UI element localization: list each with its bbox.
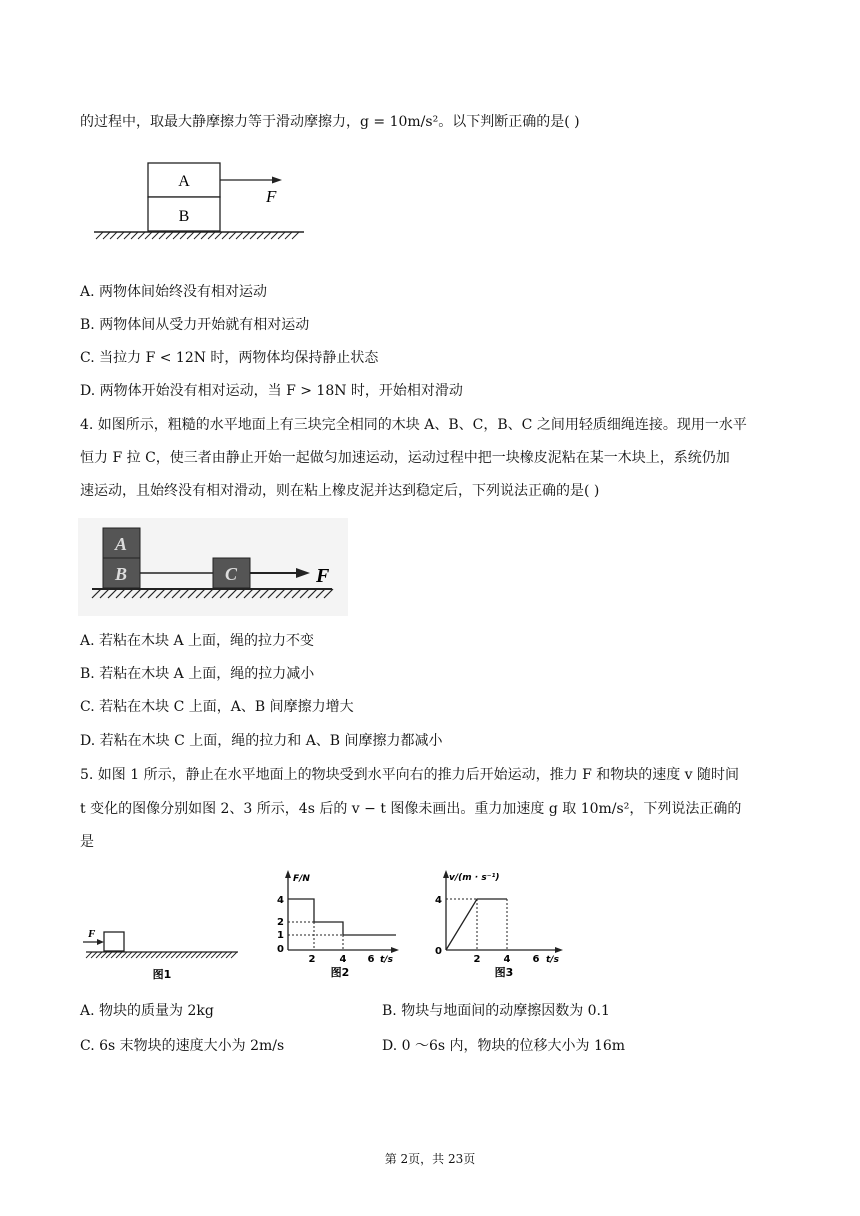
hatch-mark	[166, 952, 172, 958]
hatch-mark	[201, 232, 208, 239]
block-b-label: B	[114, 564, 128, 584]
x-tick-2: 2	[473, 954, 481, 965]
q3-option-d: D. 两物体开始没有相对运动，当 F > 18N 时，开始相对滑动	[80, 383, 463, 399]
hatch-mark	[206, 952, 212, 958]
hatch-mark	[117, 232, 124, 239]
hatch-mark	[124, 232, 131, 239]
hatch-mark	[257, 232, 264, 239]
q3-option-b: B. 两物体间从受力开始就有相对运动	[80, 317, 310, 333]
hatch-mark	[111, 952, 117, 958]
hatch-mark	[196, 952, 202, 958]
q5-stem-line-3: 是	[80, 834, 94, 850]
hatch-mark	[86, 952, 92, 958]
q4-stem-line-1: 4. 如图所示，粗糙的水平地面上有三块完全相同的木块 A、B、C，B、C 之间用轻质细绳连接。现用一水平	[80, 417, 747, 433]
hatch-mark	[101, 952, 107, 958]
hatch-mark	[116, 952, 122, 958]
hatch-mark	[131, 232, 138, 239]
hatch-mark	[278, 232, 285, 239]
y-tick-4: 4	[435, 895, 442, 906]
hatch-mark	[96, 952, 102, 958]
block	[104, 932, 124, 951]
x-axis-label: t/s	[546, 955, 559, 965]
caption: 图3	[494, 966, 514, 979]
block-c-label: C	[224, 564, 238, 584]
hatch-mark	[181, 952, 187, 958]
y-axis-label: F/N	[293, 874, 310, 884]
x-tick-2: 2	[308, 954, 316, 965]
force-label: F	[316, 565, 330, 587]
hatch-mark	[103, 232, 110, 239]
hatch-mark	[208, 232, 215, 239]
hatch-mark	[138, 232, 145, 239]
force-label: F	[88, 928, 96, 940]
hatch-mark	[211, 952, 217, 958]
hatch-mark	[222, 232, 229, 239]
y-tick-4: 4	[277, 895, 284, 906]
hatch-mark	[146, 952, 152, 958]
hatch-mark	[186, 952, 192, 958]
hatch-mark	[156, 952, 162, 958]
hatch-mark	[131, 952, 137, 958]
q4-option-a: A. 若粘在木块 A 上面，绳的拉力不变	[80, 633, 315, 649]
caption: 图1	[152, 968, 172, 981]
hatch-mark	[145, 232, 152, 239]
hatch-mark	[221, 952, 227, 958]
hatch-mark	[173, 232, 180, 239]
y-tick-1: 1	[277, 930, 284, 941]
q5-figure-1	[80, 920, 245, 982]
hatch-mark	[243, 232, 250, 239]
block-a-label: A	[178, 173, 190, 190]
hatch-mark	[106, 952, 112, 958]
force-curve	[288, 899, 396, 935]
hatch-mark	[171, 952, 177, 958]
hatch-mark	[141, 952, 147, 958]
force-label: F	[266, 187, 277, 206]
hatch-mark	[201, 952, 207, 958]
hatch-mark	[292, 232, 299, 239]
hatch-mark	[226, 952, 232, 958]
q4-option-b: B. 若粘在木块 A 上面，绳的拉力减小	[80, 666, 315, 682]
q4-option-d: D. 若粘在木块 C 上面，绳的拉力和 A、B 间摩擦力都减小	[80, 733, 443, 749]
hatch-mark	[194, 232, 201, 239]
hatch-mark	[264, 232, 271, 239]
hatch-mark	[236, 232, 243, 239]
q5-option-b: B. 物块与地面间的动摩擦因数为 0.1	[382, 1003, 610, 1019]
q5-stem-line-1: 5. 如图 1 所示，静止在水平地面上的物块受到水平向右的推力后开始运动，推力 F 和物块的速度 v 随时间	[80, 767, 740, 783]
q3-figure	[92, 158, 312, 240]
hatch-mark	[176, 952, 182, 958]
q3-intro: 的过程中，取最大静摩擦力等于滑动摩擦力，g = 10m/s²。以下判断正确的是( )	[80, 114, 580, 130]
q5-option-c: C. 6s 末物块的速度大小为 2m/s	[80, 1038, 285, 1054]
q5-figure-2	[268, 868, 408, 980]
hatch-mark	[152, 232, 159, 239]
hatch-mark	[110, 232, 117, 239]
x-tick-4: 4	[339, 954, 347, 965]
caption: 图2	[330, 966, 350, 979]
x-tick-6: 6	[532, 954, 540, 965]
hatch-mark	[271, 232, 278, 239]
hatch-mark	[187, 232, 194, 239]
page-footer: 第 2页，共 23页	[384, 1152, 476, 1166]
x-axis-label: t/s	[380, 955, 393, 965]
hatch-mark	[126, 952, 132, 958]
hatch-mark	[231, 952, 237, 958]
hatch-mark	[151, 952, 157, 958]
y-tick-2: 2	[277, 917, 284, 928]
hatch-mark	[216, 952, 222, 958]
hatch-mark	[250, 232, 257, 239]
hatch-mark	[121, 952, 127, 958]
x-tick-4: 4	[503, 954, 511, 965]
hatch-mark	[161, 952, 167, 958]
q5-option-d: D. 0 ～6s 内，物块的位移大小为 16m	[382, 1038, 626, 1054]
q5-stem-line-2: t 变化的图像分别如图 2、3 所示，4s 后的 v − t 图像未画出。重力加速度 g 取 10m/s²，下列说法正确的	[80, 801, 742, 817]
q5-option-a: A. 物块的质量为 2kg	[80, 1003, 214, 1019]
q4-stem-line-2: 恒力 F 拉 C，使三者由静止开始一起做匀加速运动，运动过程中把一块橡皮泥粘在某一木块上，系统仍加	[80, 450, 730, 466]
hatch-mark	[191, 952, 197, 958]
y-axis-label: v/(m · s⁻¹)	[449, 873, 500, 883]
hatch-mark	[96, 232, 103, 239]
block-b-label: B	[178, 208, 190, 225]
y-tick-0: 0	[277, 944, 284, 955]
hatch-mark	[215, 232, 222, 239]
q4-stem-line-3: 速运动，且始终没有相对滑动，则在粘上橡皮泥并达到稳定后，下列说法正确的是( )	[80, 483, 600, 499]
hatch-mark	[166, 232, 173, 239]
hatch-mark	[180, 232, 187, 239]
hatch-mark	[229, 232, 236, 239]
y-tick-0: 0	[435, 946, 442, 957]
hatch-mark	[91, 952, 97, 958]
q3-option-a: A. 两物体间始终没有相对运动	[80, 284, 268, 300]
q3-option-c: C. 当拉力 F < 12N 时，两物体均保持静止状态	[80, 350, 379, 366]
q4-option-c: C. 若粘在木块 C 上面，A、B 间摩擦力增大	[80, 699, 354, 715]
q5-figure-3	[432, 866, 572, 980]
block-a-label: A	[114, 534, 128, 554]
q4-figure	[78, 518, 348, 616]
hatch-mark	[285, 232, 292, 239]
hatch-mark	[136, 952, 142, 958]
x-tick-6: 6	[367, 954, 375, 965]
hatch-mark	[159, 232, 166, 239]
